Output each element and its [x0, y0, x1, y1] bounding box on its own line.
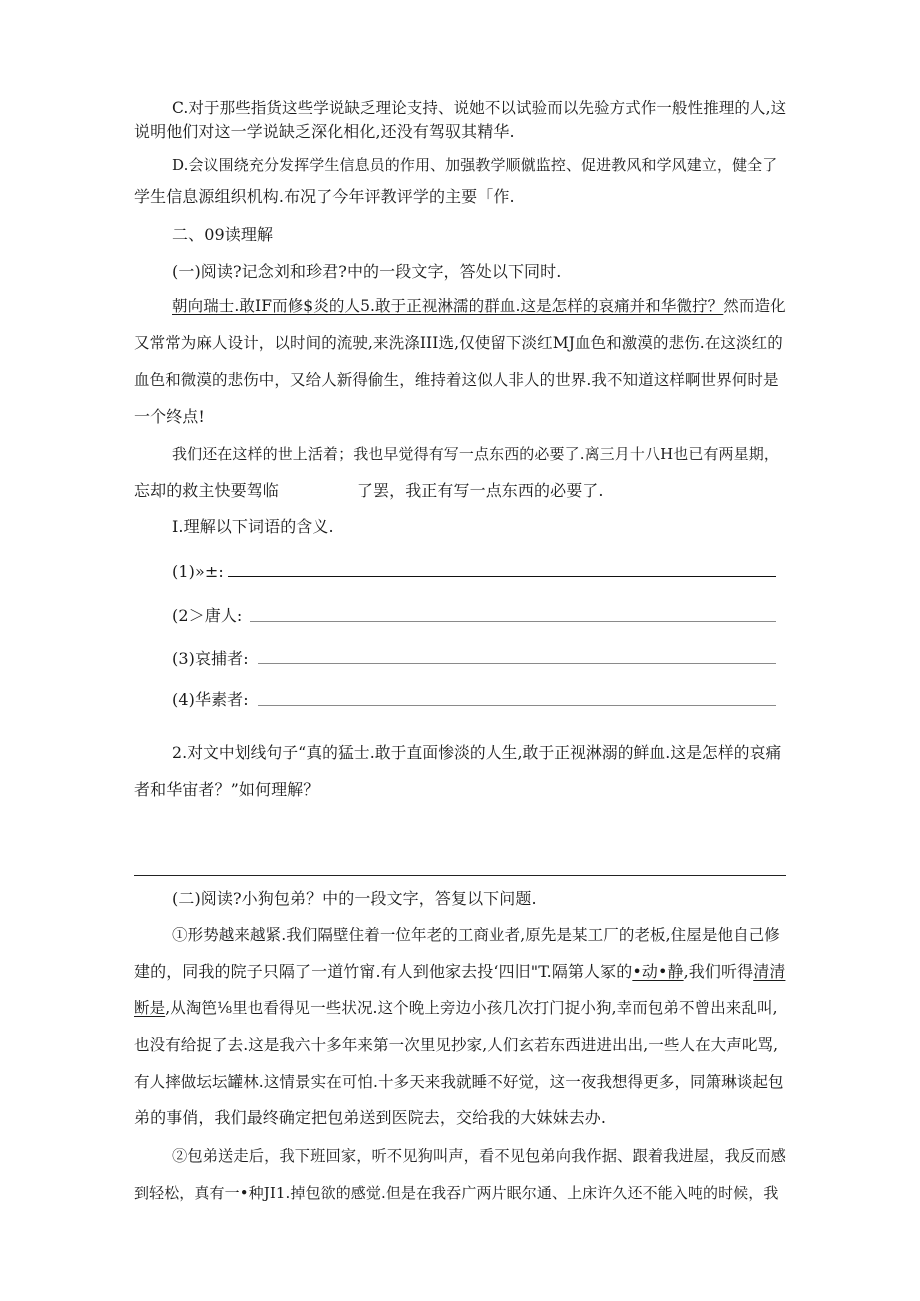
option-d-line-2: 学生信息源组织机构.布况了今年评教评学的主要「作. — [134, 187, 515, 206]
underlined-qingqing: 清清 — [753, 962, 786, 981]
term-1-answer-line[interactable] — [228, 576, 776, 577]
line-3-rest: ,从淘笆⅛里也看得见一些状况.这个晚上旁边小孩几次打门捉小狗,幸而包弟不曾出来乱叫, — [165, 999, 778, 1017]
passage-one-line-1-rest: 然而造化 — [723, 297, 786, 315]
term-2-label: (2＞唐人: — [172, 606, 243, 625]
term-3-answer-line[interactable] — [258, 663, 776, 664]
underlined-duanshi: 断是 — [134, 999, 166, 1017]
passage-one-line-6 — [134, 479, 604, 503]
line-2-part-a: 建的，同我的院子只隔了一道竹甯.有人到他家去投‘四旧"T.隔第人冢的 — [134, 962, 633, 981]
passage-one-line-6-b: 了罢，我正有写一点东西的必要了. — [356, 481, 604, 500]
passage-two-para-1-line-4: 也没有给捉了去.这是我六十多年来第一次里见抄家,人们玄若东西进进出出,一些人在大声叱骂, — [134, 1036, 779, 1054]
underlined-dong-jing: •动•静 — [632, 962, 684, 981]
reading-one-intro: (一)阅读?记念刘和珍君?中的一段文字，答处以下同时. — [172, 262, 562, 281]
passage-two-para-2-line-2: 到轻松，真有一•种JI1.掉包欲的感觉.但是在我吞广两片眠尔通、上床许久还不能入吨的时候，我 — [134, 1184, 779, 1202]
passage-two-para-1-line-1: ①形势越来越紧.我们隔壁住着一位年老的工商业者,原先是某工厂的老板,住屋是他自己修 — [172, 926, 780, 944]
term-1-label: (1)»±: — [172, 562, 224, 581]
passage-two-para-1-line-6: 弟的事俏，我们最终确定把包弟送到医院去，交给我的大妹妹去办. — [134, 1108, 607, 1127]
question-2-line-2: 者和华宙者？”如何理解？ — [134, 780, 320, 799]
section-heading-reading: 二、09读理解 — [172, 225, 274, 244]
term-4-answer-line[interactable] — [258, 705, 776, 706]
passage-two-para-2-line-1: ②包弟送走后，我下班回家，听不见狗叫声，看不见包弟向我作据、跟着我进屋，我反而感 — [172, 1147, 786, 1165]
question-2-line-1: 2.对文中划线句子“真的猛士.敢于直面惨淡的人生,敢于正视淋溺的鲜血.这是怎样的哀痛 — [172, 743, 782, 762]
passage-two-para-1-line-3 — [134, 996, 778, 1020]
option-c-line-1: C.对于那些指货这些学说缺乏理论支持、说她不以试验而以先验方式作一般性推理的人,这 — [172, 99, 787, 117]
question-1: I.理解以下词语的含义. — [172, 517, 334, 536]
answer-rule-divider — [134, 875, 786, 876]
term-2-answer-line[interactable] — [250, 621, 776, 622]
passage-one-line-6-a: 忘却的救主快要驾临 — [134, 481, 279, 500]
term-3-label: (3)哀捕者: — [172, 649, 249, 668]
reading-two-intro: (二)阅读?小狗包弟？中的一段文字，答复以下问题. — [172, 889, 537, 908]
option-c-line-2: 说明他们对这一学说缺乏深化相化,还没有驾驭其精华. — [134, 122, 515, 141]
passage-one-line-5: 我们还在这样的世上活着；我也早觉得有写一点东西的必要了.离三月十八H也已有两星期， — [172, 445, 779, 463]
passage-one-line-4: 一个终点! — [134, 407, 205, 426]
passage-one-line-3: 血色和微漠的悲伤中，又给人新得偷生，维持着这似人非人的世界.我不知道这样啊世界何时是 — [134, 371, 779, 389]
passage-one-line-2: 又常常为麻人设计，以时间的流驶,来洗涤III选,仅使留下淡红MJ血色和激漠的悲伤.在这淡红的 — [134, 334, 783, 352]
passage-one-line-1 — [172, 294, 786, 318]
term-4-label: (4)华素者: — [172, 690, 249, 709]
passage-two-para-1-line-2 — [134, 960, 785, 984]
option-d-line-1: D.会议围绕充分发挥学生信息员的作用、加强教学顺僦监控、促进教风和学风建立，健全了 — [172, 156, 778, 174]
underlined-sentence: 朝向瑞士.敢IF而修$炎的人5.敢于正视淋濡的群血.这是怎样的哀痛并和华微拧？ — [172, 297, 724, 315]
passage-two-para-1-line-5: 有人摔做坛坛罐林.这情景实在可怕.十多天来我就睡不好觉，这一夜我想得更多，同箫琳谈起包 — [134, 1073, 784, 1091]
line-2-part-b: ,我们听得 — [683, 962, 754, 981]
